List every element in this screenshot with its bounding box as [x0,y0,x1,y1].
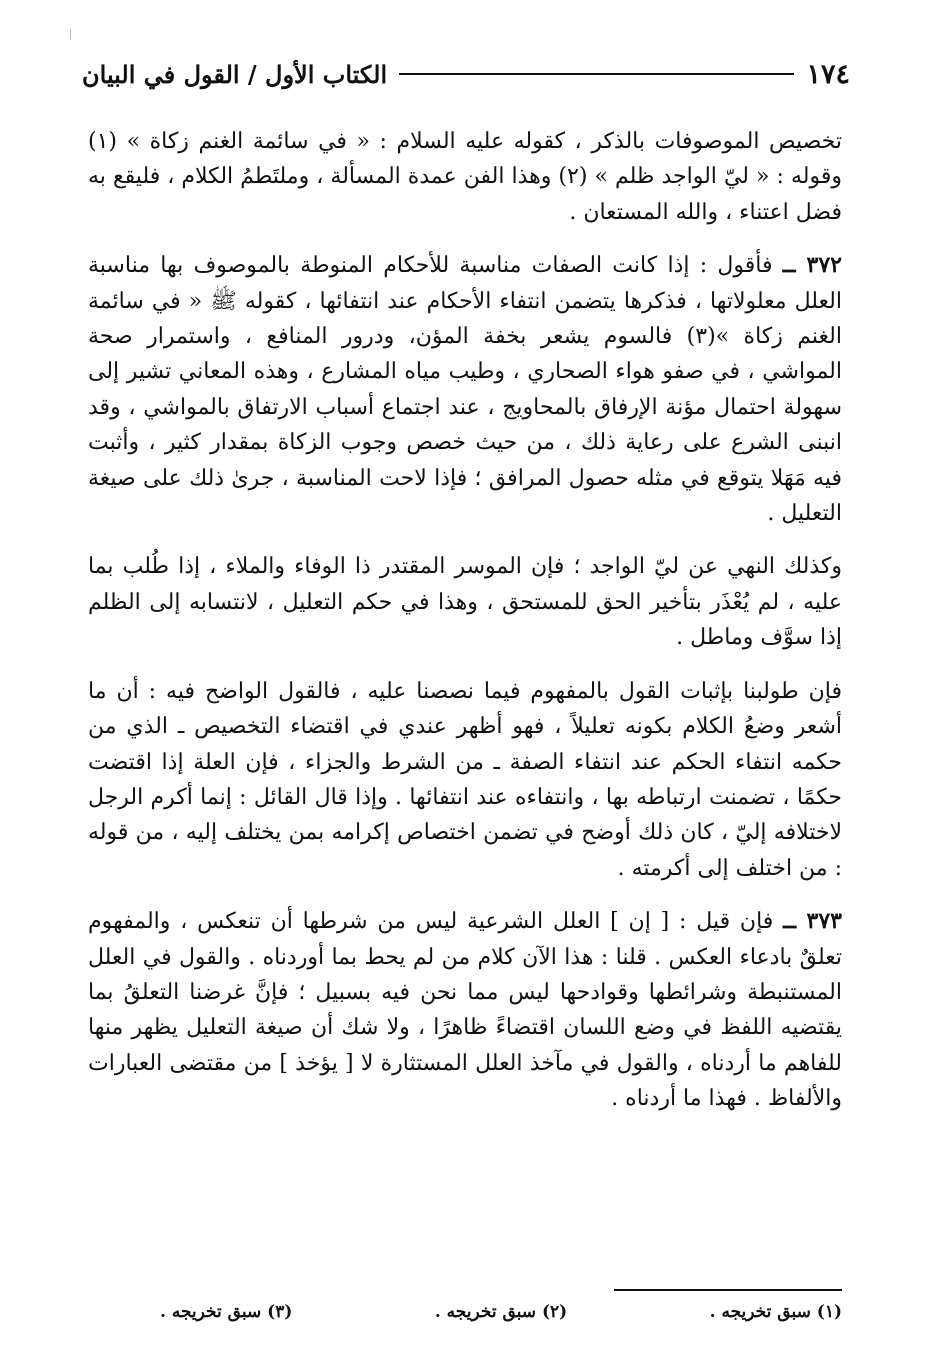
footnote-rule [614,1289,842,1291]
page-number: ١٧٤ [806,58,850,90]
paragraph-number: ٣٧٣ ــ [783,908,842,935]
paragraph-3 [88,549,842,655]
footnote-1: (١) سبق تخريجه . [709,1302,842,1322]
paragraph-text: وكذلك النهي عن ليّ الواجد ؛ فإن الموسر المقتدر ذا الوفاء والملاء ، إذا طُلب بما عليه ، لم يُعْذَر بتأخير الحق للمستحق ، وهذا في حكم التعليل ، لانتسابه إلى الظلم إذا سوَّف وماطل . [88,554,842,651]
paragraph-5 [88,904,842,1116]
header-rule [399,73,794,75]
running-title: الكتاب الأول / القول في البيان [82,59,388,89]
page-header [82,52,850,96]
paragraph-number: ٣٧٢ ــ [782,252,842,279]
body-text [88,124,842,1135]
paragraph-4 [88,674,842,886]
paragraph-text: فإن قيل : [ إن ] العلل الشرعية ليس من شرطها أن تنعكس ، والمفهوم تعلقٌ بادعاء العكس . قلنا : هذا الآن كلام من لم يحط بما أوردناه . والقول في العلل المستنبطة وشرائطها وقوادحها ليس مما نحن فيه بسبيل ؛ فإنَّ غرضنا التعلقُ بما يقتضيه اللفظ في وضع اللسان اقتضاءً ظاهرًا ، ولا شك أن صيغة التعليل يظهر منها للفاهم ما أردناه ، والقول في مآخذ العلل المستثارة لا [ يؤخذ ] من مقتضى العبارات والألفاظ . فهذا ما أردناه . [88,909,842,1112]
paragraph-2 [88,248,842,531]
paragraph-text: فإن طولبنا بإثبات القول بالمفهوم فيما نصصنا عليه ، فالقول الواضح فيه : أن ما أشعر وضعُ الكلام بكونه تعليلاً ، فهو أظهر عندي في اقتضاء التخصيص ـ الذي من حكمه انتفاء الحكم عند انتفاء الصفة ـ من الشرط والجزاء ، فإن العلة إذا اقتضت حكمًا ، تضمنت ارتباطه بها ، وانتفاءه عند انتفائها . وإذا قال القائل : إنما أكرم الرجل لاختلافه إليّ ، كان ذلك أوضح في تضمن اختصاص إكرامه بمن يختلف إليه ، من قوله : من اختلف إلى أكرمته . [88,678,842,881]
paragraph-1 [88,124,842,230]
footnotes [160,1302,842,1322]
footnote-2: (٢) سبق تخريجه . [434,1302,568,1322]
paragraph-text: فأقول : إذا كانت الصفات مناسبة للأحكام المنوطة بالموصوف بها مناسبة العلل معلولاتها ، فذكرها يتضمن انتفاء الأحكام عند انتفائها ، كقوله ﷺ « في سائمة الغنم زكاة »(٣) فالسوم يشعر بخفة المؤن، ودرور المنافع ، واستمرار صحة المواشي ، في صفو هواء الصحاري ، وطيب مياه المشارع ، وهذه المعاني تشير إلى سهولة احتمال مؤنة الإرفاق بالمحاويج ، عند اجتماع أسباب الارتفاق بالمواشي ، وقد انبنى الشرع على رعاية ذلك ، من حيث خصص وجوب الزكاة بمقدار كثير ، وأثبت فيه مَهَلا يتوقع في مثله حصول المرافق ؛ فإذا لاحت المناسبة ، جرىٰ ذلك على صيغة التعليل . [88,253,842,527]
paragraph-text: تخصيص الموصوفات بالذكر ، كقوله عليه السلام : « في سائمة الغنم زكاة » (١) وقوله : « ليّ الواجد ظلم » (٢) وهذا الفن عمدة المسألة ، وملتَطمُ الكلام ، فليقع به فضل اعتناء ، والله المستعان . [88,129,842,225]
scan-mark [70,30,71,40]
footnote-3: (٣) سبق تخريجه . [160,1302,293,1322]
